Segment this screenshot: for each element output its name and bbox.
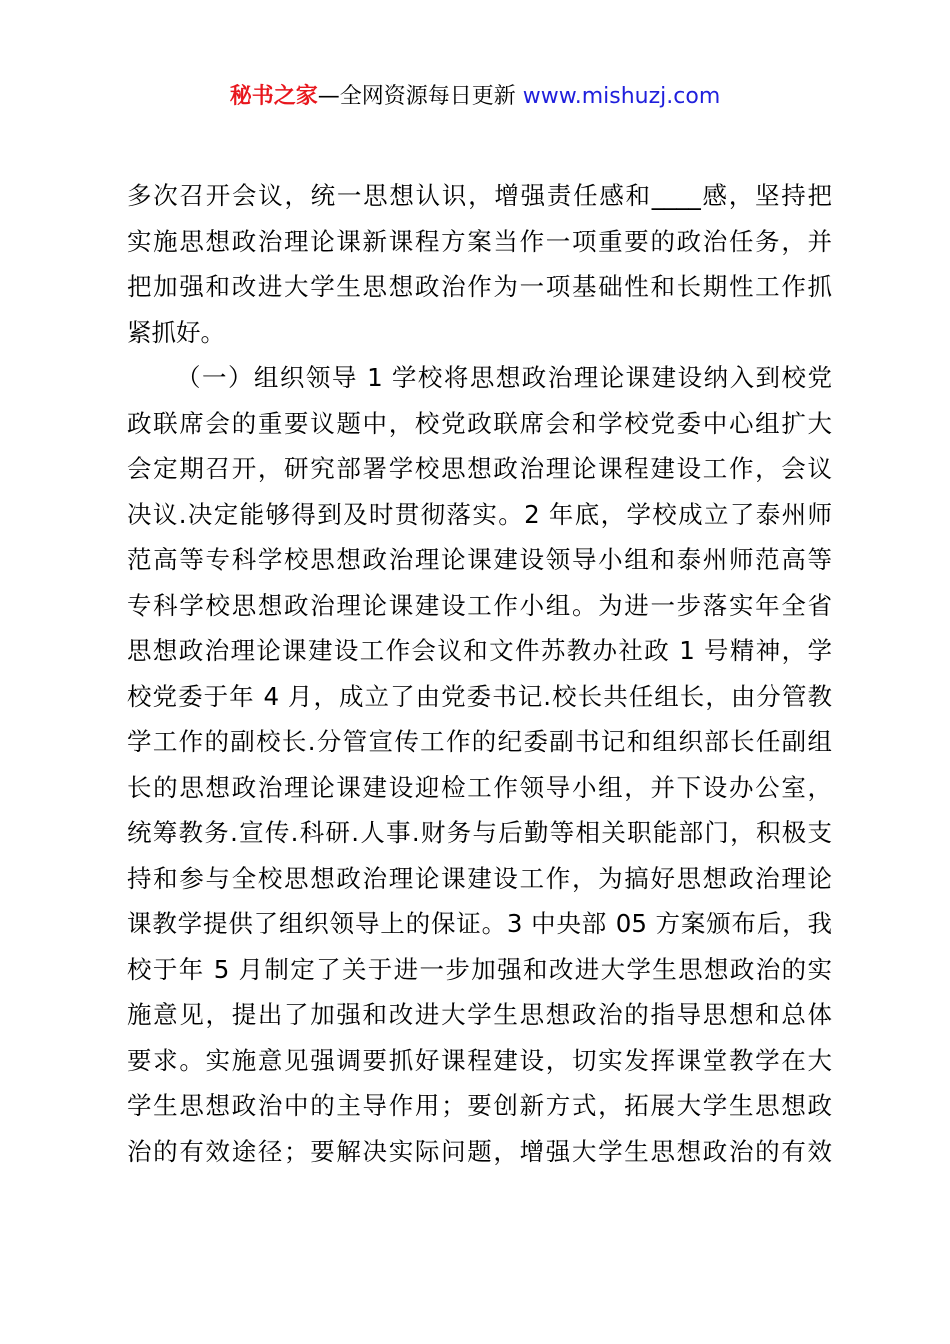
text-line: 施意见，提出了加强和改进大学生思想政治的指导思想和总体 <box>127 1000 832 1029</box>
text-line: 持和参与全校思想政治理论课建设工作，为搞好思想政治理论 <box>127 863 832 893</box>
text-line: 会定期召开，研究部署学校思想政治理论课程建设工作，会议 <box>127 454 832 483</box>
text-line: 长的思想政治理论课建设迎检工作领导小组，并下设办公室， <box>127 772 832 802</box>
text-line: 要求。实施意见强调要抓好课程建设，切实发挥课堂教学在大 <box>127 1045 832 1075</box>
text-line: 学工作的副校长.分管宣传工作的纪委副书记和组织部长任副组 <box>127 727 832 756</box>
text-line: 多次召开会议，统一思想认识，增强责任感和____感，坚持把 <box>127 181 832 210</box>
brand-name: 秘书之家 <box>229 84 318 109</box>
text-line: 决议.决定能够得到及时贯彻落实。2 年底，学校成立了泰州师 <box>127 499 832 529</box>
text-line: 校党委于年 4 月，成立了由党委书记.校长共任组长，由分管教 <box>127 681 832 711</box>
paragraph-2 <box>127 355 832 1174</box>
text-line: 实施思想政治理论课新课程方案当作一项重要的政治任务，并 <box>127 226 832 256</box>
header-tagline: —全网资源每日更新 <box>317 84 523 109</box>
text-line: 学生思想政治中的主导作用；要创新方式，拓展大学生思想政 <box>127 1091 832 1120</box>
paragraph-1 <box>127 173 832 355</box>
document-body <box>127 173 832 1174</box>
text-line: （一）组织领导 1 学校将思想政治理论课建设纳入到校党 <box>176 363 832 392</box>
text-line: 范高等专科学校思想政治理论课建设领导小组和泰州师范高等 <box>127 545 832 574</box>
page-header <box>0 82 950 112</box>
site-url-link[interactable]: www.mishuzj.com <box>522 84 721 109</box>
text-line: 治的有效途径；要解决实际问题，增强大学生思想政治的有效 <box>127 1136 832 1166</box>
text-line: 统筹教务.宣传.科研.人事.财务与后勤等相关职能部门，积极支 <box>127 818 832 847</box>
text-line: 课教学提供了组织领导上的保证。3 中央部 05 方案颁布后，我 <box>127 909 832 938</box>
text-line: 政联席会的重要议题中，校党政联席会和学校党委中心组扩大 <box>127 408 832 438</box>
text-line: 紧抓好。 <box>127 317 225 347</box>
text-line: 思想政治理论课建设工作会议和文件苏教办社政 1 号精神，学 <box>127 636 832 665</box>
text-line: 校于年 5 月制定了关于进一步加强和改进大学生思想政治的实 <box>127 954 832 984</box>
text-line: 专科学校思想政治理论课建设工作小组。为进一步落实年全省 <box>127 590 832 620</box>
text-line: 把加强和改进大学生思想政治作为一项基础性和长期性工作抓 <box>127 272 832 301</box>
